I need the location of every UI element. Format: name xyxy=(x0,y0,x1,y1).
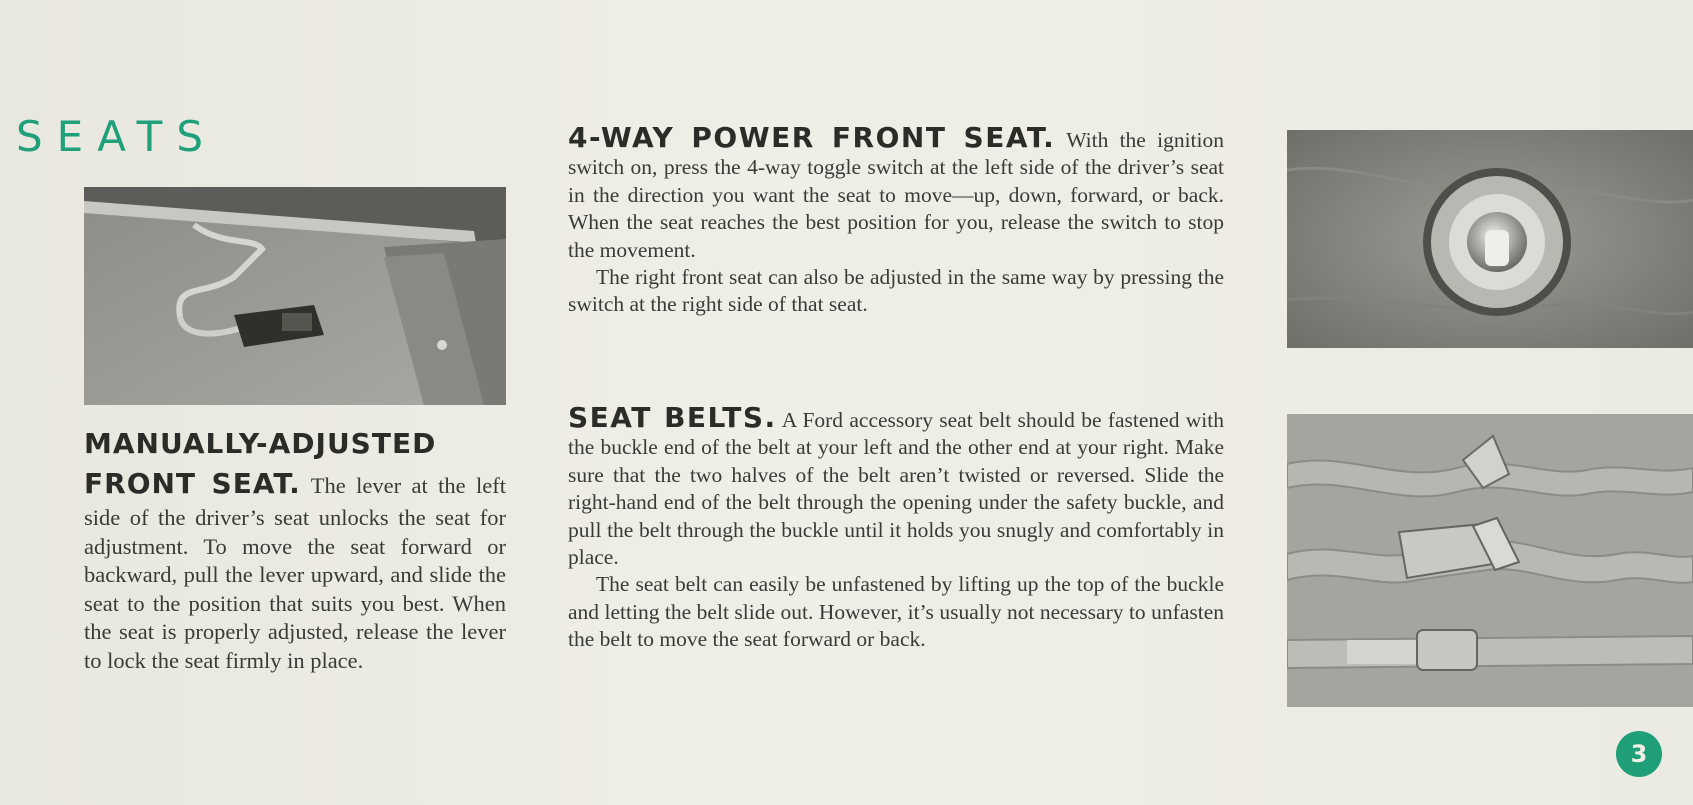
section-title: SEATS xyxy=(16,112,217,161)
power-seat-paragraph-2: The right front seat can also be adjusted in the same way by pressing the switch at the right side of that seat. xyxy=(568,265,1224,317)
power-seat-body-1: With the ignition switch on, press the 4-way toggle switch at the left side of the driver’s seat in the direction you want the seat to move—up, down, forward, or back. When the seat reaches the best position for you, release the switch to stop the movement. xyxy=(568,128,1224,262)
power-seat-switch-photo xyxy=(1287,130,1693,348)
manual-seat-heading: MANUALLY-ADJUSTED xyxy=(84,427,437,460)
manual-seat-heading-line2: FRONT SEAT. xyxy=(84,467,301,500)
seat-lever-photo xyxy=(84,187,506,405)
manual-seat-section xyxy=(84,424,506,676)
power-seat-paragraph-1 xyxy=(568,121,1224,264)
seat-belts-paragraph-1 xyxy=(568,401,1224,571)
seat-belts-body-1: A Ford accessory seat belt should be fastened with the buckle end of the belt at your left and the other end at your right. Make sure that the two halves of the belt aren’t twisted or reversed. Slide the right-hand end of the belt through the opening under the safety buckle, and pull the belt through the buckle until it holds you snugly and comfortably in place. xyxy=(568,408,1224,570)
manual-seat-text xyxy=(84,464,506,676)
seat-belts-paragraph-2: The seat belt can easily be unfastened by lifting up the top of the buckle and letting the belt slide out. However, it’s usually not necessary to unfasten the belt to move the seat forward or back. xyxy=(568,572,1224,652)
seat-belt-buckles-photo xyxy=(1287,414,1693,707)
manual-seat-body: The lever at the left side of the driver’s seat unlocks the seat for adjustment. To move the seat forward or backward, pull the lever upward, and slide the seat to the position that suits you best. When the seat is properly adjusted, release the lever to lock the seat firmly in place. xyxy=(84,473,507,673)
power-seat-heading: 4-WAY POWER FRONT SEAT. xyxy=(568,121,1056,154)
seat-belts-section xyxy=(568,401,1224,654)
power-seat-section xyxy=(568,121,1224,319)
seat-belts-heading: SEAT BELTS. xyxy=(568,401,777,434)
page-number-badge: 3 xyxy=(1616,731,1662,777)
